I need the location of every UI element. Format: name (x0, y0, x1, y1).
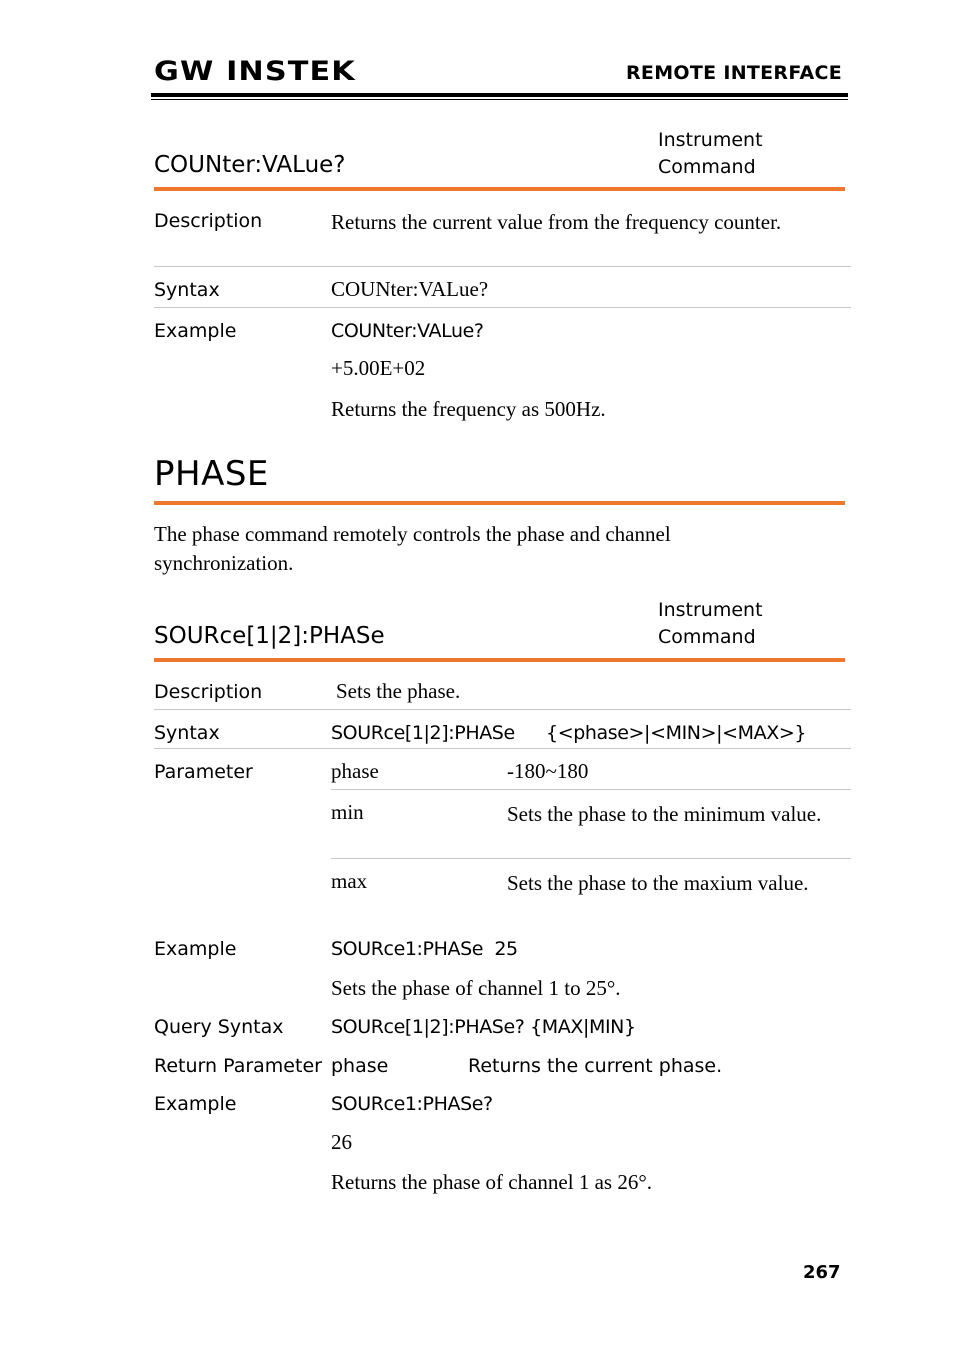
example-note: Returns the phase of channel 1 as 26°. (331, 1170, 652, 1194)
syntax-text: COUNter:VALue? (331, 277, 489, 301)
example-command: SOURce1:PHASe? (331, 1093, 493, 1115)
description-label: Description (154, 210, 263, 232)
parameter-name: max (331, 869, 368, 893)
query-syntax: SOURce[1|2]:PHASe? {MAX|MIN} (331, 1016, 636, 1038)
command-category: Instrument Command (658, 599, 763, 648)
parameter-label: Parameter (154, 761, 253, 783)
syntax-label: Syntax (154, 722, 220, 744)
example-note: Returns the frequency as 500Hz. (331, 397, 606, 421)
heading-underline (154, 501, 845, 505)
example-command: COUNter:VALue? (331, 320, 484, 342)
row-divider (154, 748, 851, 749)
example-label: Example (154, 320, 237, 342)
page-number: 267 (803, 1262, 841, 1283)
row-divider (331, 858, 851, 859)
description-label: Description (154, 681, 263, 703)
header-rule-thin (151, 99, 848, 100)
parameter-name: phase (331, 759, 379, 783)
parameter-desc: Sets the phase to the minimum value. (507, 802, 822, 826)
parameter-desc: Sets the phase to the maxium value. (507, 871, 809, 895)
row-divider (154, 709, 851, 710)
title-underline (154, 658, 845, 662)
title-underline (154, 187, 845, 191)
example-note: Sets the phase of channel 1 to 25°. (331, 976, 621, 1000)
command-title: COUNter:VALue? (154, 152, 346, 178)
section-heading: PHASE (154, 454, 269, 494)
parameter-desc: -180~180 (507, 759, 589, 783)
example-label: Example (154, 938, 237, 960)
row-divider (154, 266, 851, 267)
header-rule (151, 93, 848, 97)
command-title: SOURce[1|2]:PHASe (154, 623, 385, 649)
example-command: SOURce1:PHASe 25 (331, 938, 518, 960)
example-response: 26 (331, 1130, 352, 1154)
row-divider (331, 789, 851, 790)
syntax-command: SOURce[1|2]:PHASe (331, 722, 515, 744)
syntax-label: Syntax (154, 279, 220, 301)
return-parameter-desc: Returns the current phase. (468, 1055, 723, 1077)
row-divider (154, 307, 851, 308)
section-title: REMOTE INTERFACE (626, 62, 842, 84)
section-intro: The phase command remotely controls the phase and channel synchronization. (154, 522, 671, 575)
description-text: Returns the current value from the frequency counter. (331, 210, 782, 234)
example-response: +5.00E+02 (331, 356, 426, 380)
parameter-name: min (331, 800, 364, 824)
command-category: Instrument Command (658, 129, 763, 178)
return-parameter-name: phase (331, 1055, 389, 1077)
query-syntax-label: Query Syntax (154, 1016, 284, 1038)
syntax-arguments: {<phase>|<MIN>|<MAX>} (546, 722, 807, 744)
return-parameter-label: Return Parameter (154, 1055, 322, 1077)
brand-logo: GW INSTEK (154, 56, 356, 87)
description-text: Sets the phase. (336, 679, 461, 703)
example-label: Example (154, 1093, 237, 1115)
